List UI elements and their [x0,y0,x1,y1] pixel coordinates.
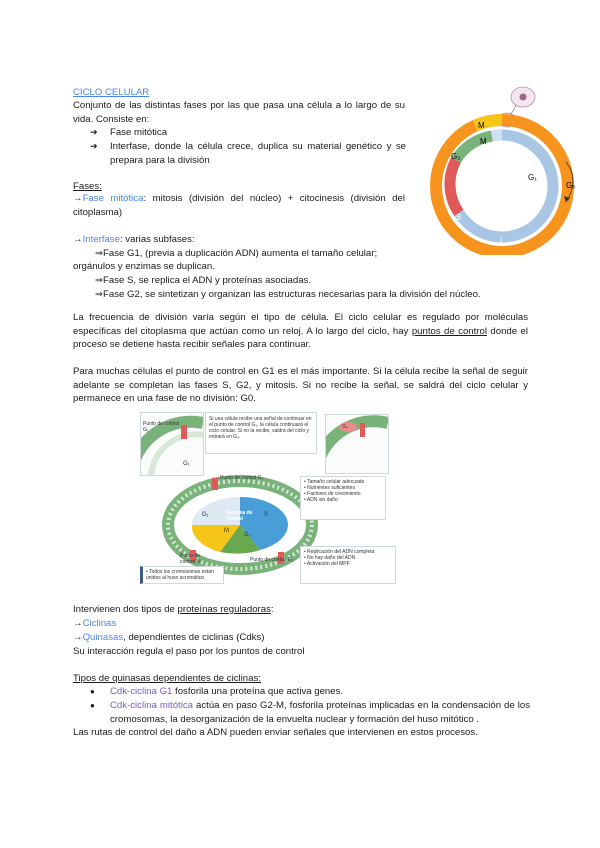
g1-panel-left: Punto de control G₁ G₁ [140,412,204,476]
kinase-item-mitotic: ● Cdk-ciclina mitótica actúa en paso G2-M, fosforila proteínas implicadas en la condensación de los cromosomas, la desorganización de la envuelta nuclear y formación del huso mitótico . [110,699,530,726]
label-g0: G₀ [566,181,576,190]
g1-checkpoint-paragraph: Para muchas células el punto de control en G1 es el más importante. Si la célula recibe la señal de seguir adelante se completan las fases S, G2, y mitosis. Si no recibe la señal, se saldrá del ciclo celular y permanece en una fase de no división: G0. [73,366,528,405]
regulation-paragraph: La frecuencia de división varía según el tipo de célula. El ciclo celular es regulado por moléculas específicas del citoplasma que actúan como un reloj. A lo largo del ciclo, hay puntos de control donde el proceso se detiene hasta recibir señales para continuar. [73,312,528,351]
label-i: I [500,236,503,245]
control-system-label: Sistema de control [226,510,253,522]
s-label: S [264,512,269,518]
intro-paragraph: Conjunto de las distintas fases por las que pasa una célula a lo largo de su vida. Consiste en: [73,100,405,125]
final-line: Las rutas de control del daño a ADN pueden enviar señales que intervienen en estos procesos. [73,727,478,738]
punto-m-label: Punto de control M [180,553,201,565]
phases-heading: Fases: [73,181,102,192]
g2-checklist: • Replicación del ADN completa • No hay daño del ADN • Activación del MPF [300,546,396,584]
checkpoint-figure [140,410,398,582]
page-title: CICLO CELULAR [73,87,150,98]
interphase-line: →Interfase: varias subfases: [73,234,195,245]
intro-item-interphase: ➔ Interfase, donde la célula crece, duplica su material genético y se prepara para la división [110,140,406,167]
s-segment [450,160,459,213]
interphase-label: Interfase [82,234,120,245]
interaction-line: Su interacción regula el paso por los puntos de control [73,646,305,657]
subphase-g1-cont: orgánulos y enzimas se duplican. [73,261,215,272]
punto-g2-label: Punto de control G₂ [250,557,294,563]
label-g1: G₁ [528,173,537,182]
label-s: S [456,213,462,222]
subphase-g2: ⇒Fase G2, se sintetizan y organizan las estructuras necesarias para la división del núcleo. [95,289,481,300]
m-checklist: • Todos los cromosomas están unidos al huso acromático [140,566,224,584]
protein-item-quinasas: →Quinasas, dependientes de ciclinas (Cdks) [73,632,265,643]
m-label: M [224,528,229,534]
proteins-line: Intervienen dos tipos de proteínas reguladoras: [73,604,274,615]
label-m: M [480,137,487,146]
g1-checklist: • Tamaño celular adecuado • Nutrientes suficientes • Factores de crecimiento • ADN sin daño [300,476,386,520]
label-m-small: M [478,121,485,130]
mitotic-phase-label: Fase mitótica [82,193,144,204]
protein-item-ciclinas: →Ciclinas [73,618,117,629]
kinase-item-g1: ● Cdk-ciclina G1 fosforila una proteína que activa genes. [110,685,343,699]
cell-cycle-diagram [420,80,590,255]
g0-panel-right: G₀ [325,414,389,474]
punto-g1-label: Punto de control G₁ [220,475,264,481]
g1-segment [459,135,553,237]
mitotic-phase-line: →Fase mitótica: mitosis (división del núcleo) + citocinesis (división del citoplasma) [73,193,405,218]
g1-label: G₁ [202,512,209,518]
regulatory-proteins-link: proteínas reguladoras [177,604,271,615]
g1-note: Si una célula recibe una señal de continuar en el punto de control G₁, la célula continuará el ciclo celular. Si no la recibe, saldrá del ciclo y entrará en G₀. [205,412,317,454]
arrow: → [73,193,83,204]
checkpoints-link: puntos de control [411,325,487,337]
intro-item-mitotic: ➔ Fase mitótica [110,126,167,140]
g2-label: G₂ [244,532,251,538]
kinase-heading: Tipos de quinasas dependientes de ciclinas: [73,673,261,684]
subphase-s: ⇒Fase S, se replica el ADN y proteínas asociadas. [95,275,312,286]
subphase-g1: ⇒Fase G1, (previa a duplicación ADN) aumenta el tamaño celular; [95,248,378,259]
label-g2: G₂ [451,152,461,161]
